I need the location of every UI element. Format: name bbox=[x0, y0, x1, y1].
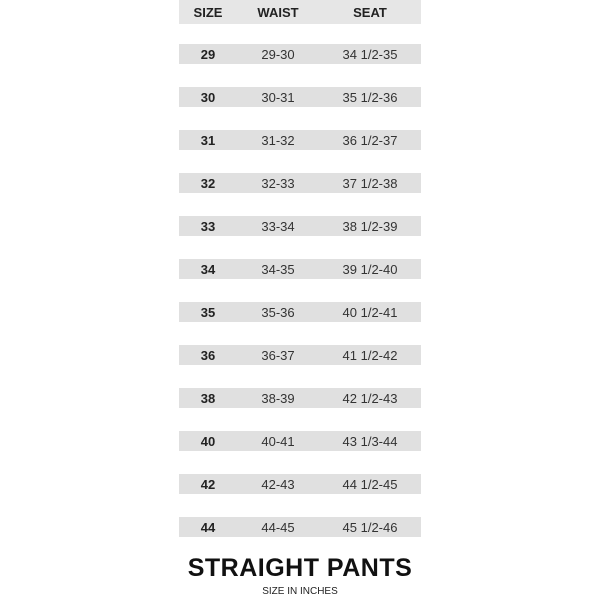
row-seat: 41 1/2-42 bbox=[342, 347, 398, 363]
row-seat: 40 1/2-41 bbox=[342, 304, 398, 320]
size-chart-table bbox=[179, 0, 421, 560]
row-seat: 35 1/2-36 bbox=[342, 89, 398, 105]
table-row bbox=[179, 388, 421, 408]
table-row bbox=[179, 44, 421, 64]
header-size: SIZE bbox=[193, 4, 223, 20]
row-seat: 37 1/2-38 bbox=[342, 175, 398, 191]
table-row bbox=[179, 302, 421, 322]
row-waist: 34-35 bbox=[261, 261, 295, 277]
row-waist: 32-33 bbox=[261, 175, 295, 191]
row-seat: 45 1/2-46 bbox=[342, 519, 398, 535]
row-waist: 38-39 bbox=[261, 390, 295, 406]
row-waist: 31-32 bbox=[261, 132, 295, 148]
row-seat: 39 1/2-40 bbox=[342, 261, 398, 277]
row-seat: 34 1/2-35 bbox=[342, 46, 398, 62]
row-waist: 42-43 bbox=[261, 476, 295, 492]
header-seat: SEAT bbox=[353, 4, 387, 20]
row-size: 40 bbox=[200, 433, 216, 449]
table-row bbox=[179, 259, 421, 279]
row-seat: 36 1/2-37 bbox=[342, 132, 398, 148]
row-waist: 44-45 bbox=[261, 519, 295, 535]
row-waist: 30-31 bbox=[261, 89, 295, 105]
table-row bbox=[179, 517, 421, 537]
chart-subtitle: SIZE IN INCHES bbox=[262, 586, 338, 597]
row-size: 36 bbox=[200, 347, 216, 363]
table-row bbox=[179, 345, 421, 365]
row-size: 38 bbox=[200, 390, 216, 406]
header-waist: WAIST bbox=[257, 4, 299, 20]
table-row bbox=[179, 216, 421, 236]
table-row bbox=[179, 173, 421, 193]
row-seat: 44 1/2-45 bbox=[342, 476, 398, 492]
row-waist: 36-37 bbox=[261, 347, 295, 363]
row-waist: 29-30 bbox=[261, 46, 295, 62]
table-row bbox=[179, 130, 421, 150]
row-size: 29 bbox=[200, 46, 216, 62]
table-header-row bbox=[179, 0, 421, 24]
table-row bbox=[179, 87, 421, 107]
table-row bbox=[179, 431, 421, 451]
row-size: 33 bbox=[200, 218, 216, 234]
row-size: 30 bbox=[200, 89, 216, 105]
table-body bbox=[179, 44, 421, 537]
table-row bbox=[179, 474, 421, 494]
row-size: 32 bbox=[200, 175, 216, 191]
row-seat: 38 1/2-39 bbox=[342, 218, 398, 234]
row-size: 34 bbox=[200, 261, 216, 277]
row-waist: 35-36 bbox=[261, 304, 295, 320]
row-size: 42 bbox=[200, 476, 216, 492]
row-seat: 43 1/3-44 bbox=[342, 433, 398, 449]
row-seat: 42 1/2-43 bbox=[342, 390, 398, 406]
row-size: 31 bbox=[200, 132, 216, 148]
row-size: 35 bbox=[200, 304, 216, 320]
row-size: 44 bbox=[200, 519, 216, 535]
row-waist: 40-41 bbox=[261, 433, 295, 449]
chart-title: STRAIGHT PANTS bbox=[187, 554, 413, 582]
row-waist: 33-34 bbox=[261, 218, 295, 234]
